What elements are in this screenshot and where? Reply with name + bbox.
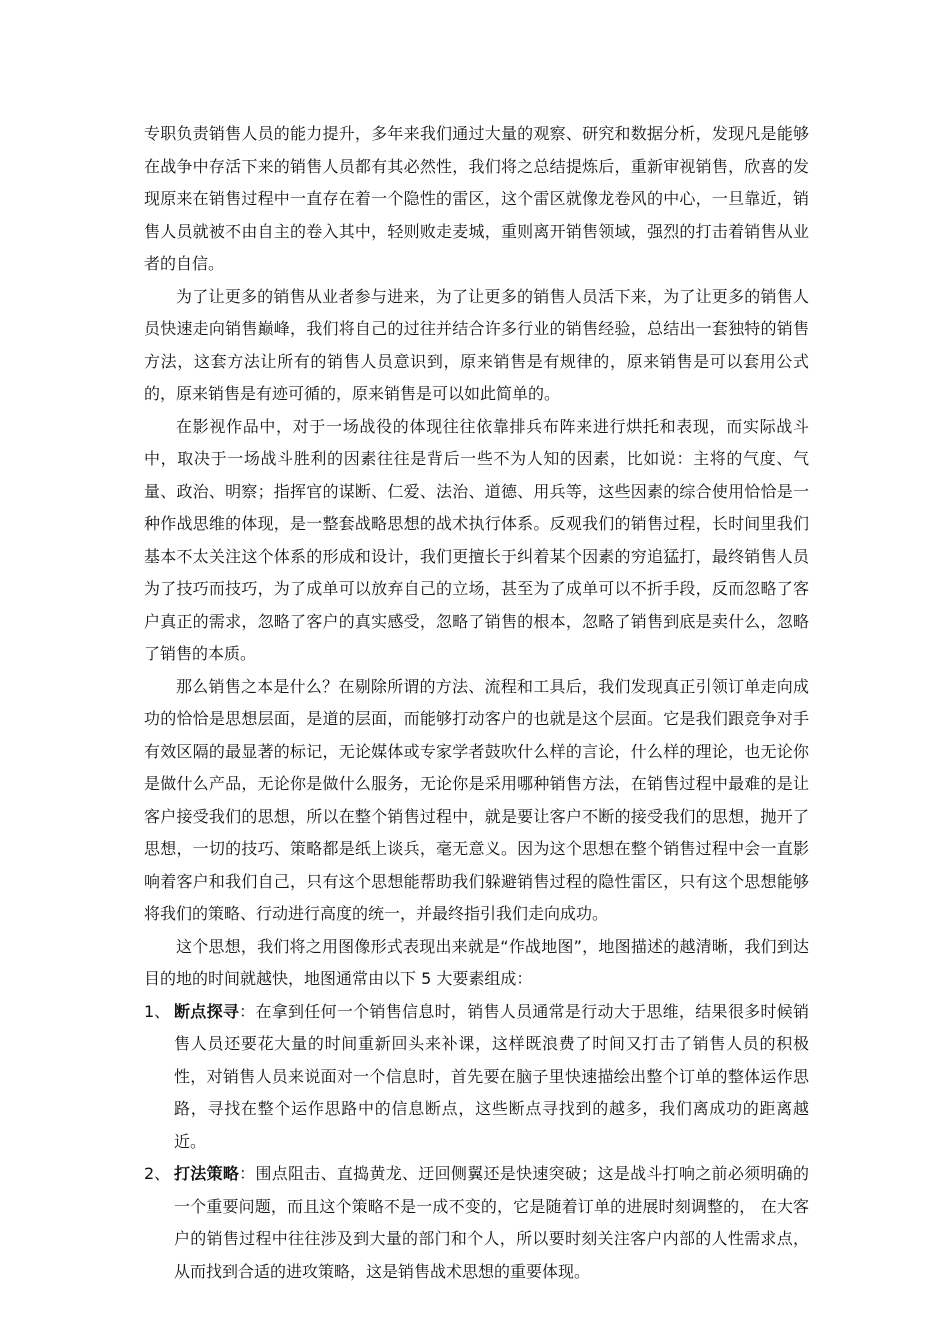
paragraph-3: 在影视作品中，对于一场战役的体现往往依靠排兵布阵来进行烘托和表现，而实际战斗中，取决于一场战斗胜利的因素往往是背后一些不为人知的因素，比如说：主将的气度、气量、政治、明察；指挥官的谋断、仁爱、法治、道德、用兵等，这些因素的综合使用恰恰是一种作战思维的体现，是一整套战略思想的战术执行体系。反观我们的销售过程，长时间里我们基本不太关注这个体系的形成和设计，我们更擅长于纠着某个因素的穷追猛打，最终销售人员为了技巧而技巧，为了成单可以放弃自己的立场，甚至为了成单可以不折手段，反而忽略了客户真正的需求，忽略了客户的真实感受，忽略了销售的根本，忽略了销售到底是卖什么，忽略了销售的本质。 bbox=[144, 416, 809, 663]
paragraph-5: 这个思想，我们将之用图像形式表现出来就是“作战地图”，地图描述的越清晰，我们到达目的地的时间就越快，地图通常由以下 5 大要素组成： bbox=[144, 936, 809, 988]
list-term: 断点探寻 bbox=[174, 1001, 240, 1021]
list-number: 2、 bbox=[144, 1164, 171, 1183]
paragraph-1: 专职负责销售人员的能力提升，多年来我们通过大量的观察、研究和数据分析，发现凡是能够在战争中存活下来的销售人员都有其必然性，我们将之总结提炼后，重新审视销售，欣喜的发现原来在销售过程中一直存在着一个隐性的雷区，这个雷区就像龙卷风的中心，一旦靠近，销售人员就被不由自主的卷入其中，轻则败走麦城，重则离开销售领域，强烈的打击着销售从业者的自信。 bbox=[144, 124, 809, 273]
list-term: 打法策略 bbox=[174, 1164, 240, 1183]
list-item-1 bbox=[144, 996, 809, 1159]
list-text: ：在拿到任何一个销售信息时，销售人员通常是行动大于思维，结果很多时候销售人员还要花大量的时间重新回头来补课，这样既浪费了时间又打击了销售人员的积极性，对销售人员来说面对一个信息时，首先要在脑子里快速描绘出整个订单的整体运作思路，寻找在整个运作思路中的信息断点，这些断点寻找到的越多，我们离成功的距离越近。 bbox=[174, 1001, 809, 1151]
paragraph-2: 为了让更多的销售从业者参与进来，为了让更多的销售人员活下来，为了让更多的销售人员快速走向销售巅峰，我们将自己的过往并结合许多行业的销售经验，总结出一套独特的销售方法，这套方法让所有的销售人员意识到，原来销售是有规律的，原来销售是可以套用公式的，原来销售是有迹可循的，原来销售是可以如此简单的。 bbox=[144, 286, 809, 403]
document-page bbox=[144, 118, 809, 1288]
paragraph-4: 那么销售之本是什么？在剔除所谓的方法、流程和工具后，我们发现真正引领订单走向成功的恰恰是思想层面，是道的层面，而能够打动客户的也就是这个层面。它是我们跟竞争对手有效区隔的最显著的标记，无论媒体或专家学者鼓吹什么样的言论，什么样的理论，也无论你是做什么产品，无论你是做什么服务，无论你是采用哪种销售方法，在销售过程中最难的是让客户接受我们的思想，所以在整个销售过程中，就是要让客户不断的接受我们的思想，抛开了思想，一切的技巧、策略都是纸上谈兵，毫无意义。因为这个思想在整个销售过程中会一直影响着客户和我们自己，只有这个思想能帮助我们躲避销售过程的隐性雷区，只有这个思想能够将我们的策略、行动进行高度的统一，并最终指引我们走向成功。 bbox=[144, 676, 809, 923]
list-text: ：围点阻击、直捣黄龙、迂回侧翼还是快速突破；这是战斗打响之前必须明确的一个重要问题，而且这个策略不是一成不变的，它是随着订单的进展时刻调整的， 在大客户的销售过程中往往涉及到大量的部门和个人，所以要时刻关注客户内部的人性需求点，从而找到合适的进攻策略，这是销售战术思想的重要体现。 bbox=[174, 1164, 809, 1281]
list-item-2 bbox=[144, 1158, 809, 1288]
list-number: 1、 bbox=[144, 1001, 171, 1021]
